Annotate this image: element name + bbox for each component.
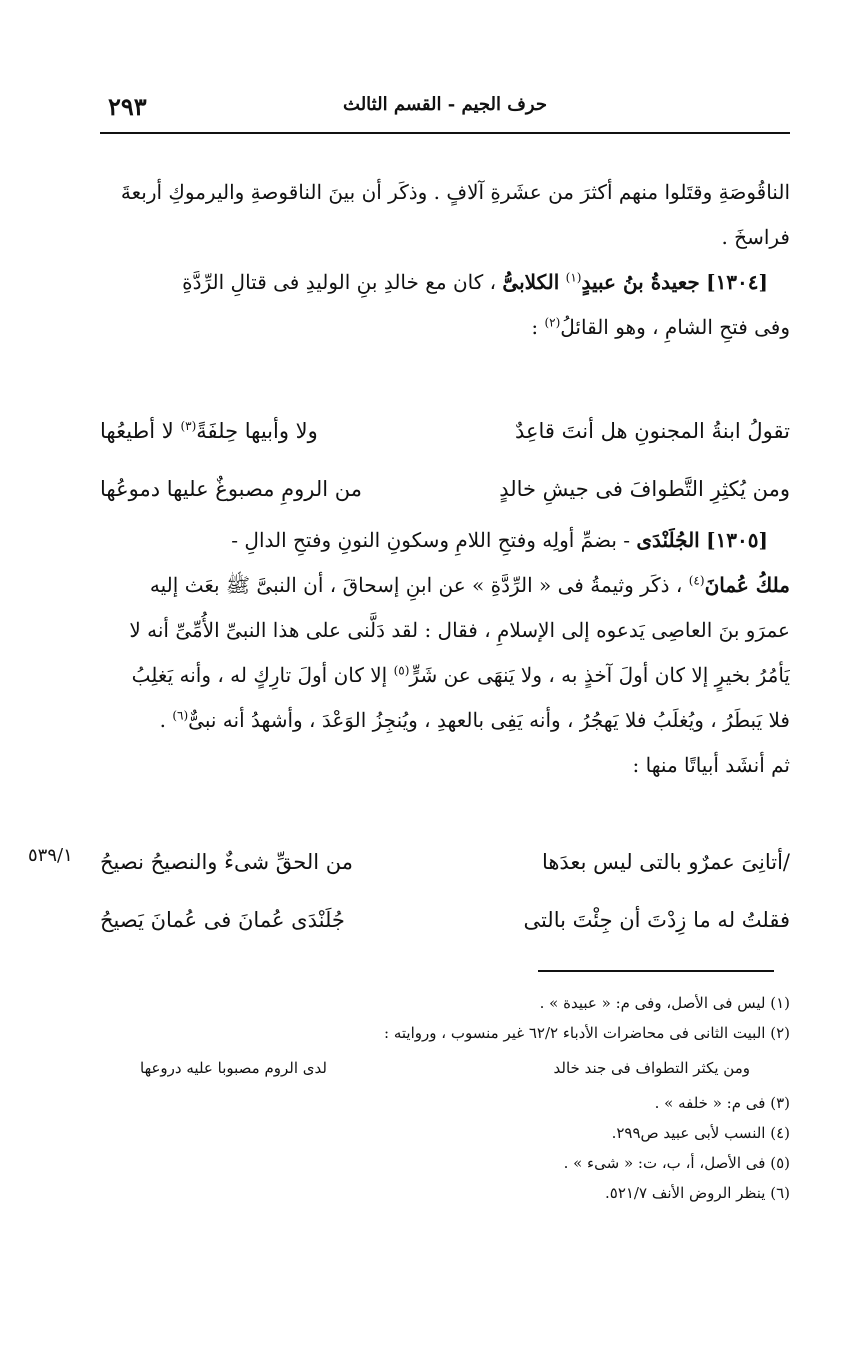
footnote-verse-first: ومن يكثر التطواف فى جند خالد bbox=[553, 1059, 750, 1077]
paragraph-line: عمرَو بنَ العاصِى يَدعوه إلى الإسلامِ ، فقال : لقد دَلَّنى على هذا النبىِّ الأُمِّىِّ أنه لا bbox=[129, 618, 790, 642]
paragraph-line bbox=[100, 305, 790, 350]
paragraph-line: فراسخَ . bbox=[721, 225, 790, 249]
verse-first-hemistich: فقلتُ له ما زِدْتَ أن جِئْتَ بالتى bbox=[523, 908, 790, 932]
running-title: حرف الجيم - القسم الثالث bbox=[343, 94, 547, 115]
paragraph-line bbox=[100, 653, 790, 698]
entry-title: ملكُ عُمانَ bbox=[704, 573, 790, 597]
entry-text: ، ذكَر وثيمةُ فى « الرِّدَّةِ » عن ابنِ إسحاقَ ، أن النبىَّ ﷺ بعَث إليه bbox=[149, 573, 683, 597]
footnote-verse-second: لدى الروم مصبوبا عليه دروعها bbox=[140, 1059, 327, 1077]
footnote-ref: (٦) bbox=[172, 708, 189, 723]
footnotes bbox=[100, 988, 790, 1208]
paragraph-line: الناقُوصَةِ وقتَلوا منهم أكثرَ من عشَرةِ آلافٍ . وذكَر أن بينَ الناقوصةِ واليرموكِ أربعةَ bbox=[120, 180, 790, 204]
verse-text: لا أطيعُها bbox=[100, 419, 174, 443]
main-text bbox=[100, 170, 790, 350]
page-number: ٢٩٣ bbox=[108, 92, 147, 121]
footnote-ref: (١) bbox=[565, 270, 582, 285]
paragraph-line bbox=[100, 563, 790, 608]
entry-name: جعيدةُ بنُ عبيدٍ bbox=[581, 270, 700, 294]
footnote: (٥) فى الأصل، أ، ب، ت: « شىء » . bbox=[563, 1154, 790, 1172]
footnote: (٦) ينظر الروض الأنف ٥٢١/٧. bbox=[604, 1184, 790, 1202]
page-header bbox=[100, 88, 790, 134]
entry-1304-heading-line bbox=[100, 260, 790, 305]
entry-1305-heading-line bbox=[100, 518, 790, 563]
footnote: (٢) البيت الثانى فى محاضرات الأدباء ٦٢/٢ غير منسوب ، وروايته : bbox=[384, 1024, 790, 1042]
entry-text: يَأمُرُ بخيرٍ إلا كان أولَ آخذٍ به ، ولا يَنهَى عن شَرٍّ bbox=[409, 663, 790, 687]
verse-first-hemistich: تقولُ ابنةُ المجنونِ هل أنتَ قاعِدٌ bbox=[514, 419, 790, 443]
paragraph-line bbox=[100, 698, 790, 743]
verse-second-hemistich bbox=[100, 402, 431, 460]
footnote-verse bbox=[100, 1048, 790, 1088]
verse-second-hemistich: من الحقِّ شىءٌ والنصيحُ نصيحُ bbox=[100, 850, 353, 874]
entry-text: . bbox=[159, 708, 166, 732]
entry-text: وفى فتحِ الشامِ ، وهو القائلُ bbox=[560, 315, 790, 339]
entry-name: الجُلَنْدَى bbox=[636, 528, 700, 552]
footnote: (١) ليس فى الأصل، وفى م: « عبيدة » . bbox=[539, 994, 790, 1012]
verse-second-hemistich: من الرومِ مصبوغٌ عليها دموعُها bbox=[100, 477, 363, 501]
footnote-ref: (٣) bbox=[180, 419, 197, 433]
entry-nisba: الكلابىُّ bbox=[502, 270, 560, 294]
entry-number: [١٣٠٤] bbox=[706, 270, 768, 294]
footnote: (٣) فى م: « خلفه » . bbox=[654, 1094, 790, 1112]
entry-number: [١٣٠٥] bbox=[706, 528, 768, 552]
footnote-ref: (٤) bbox=[688, 573, 705, 588]
verse-text: ولا وأبيها حِلفَةً bbox=[196, 419, 318, 443]
verse-line bbox=[100, 833, 790, 891]
verse-second-hemistich: جُلَنْدَى عُمانَ فى عُمانَ يَصيحُ bbox=[100, 908, 345, 932]
verse-line bbox=[100, 402, 790, 460]
verse-line bbox=[100, 460, 790, 518]
poem-2 bbox=[100, 833, 790, 949]
entry-text: ، كان مع خالدِ بنِ الوليدِ فى قتالِ الرِّدَّةِ bbox=[182, 270, 497, 294]
main-text-2 bbox=[100, 518, 790, 788]
entry-text: - بضمِّ أولِه وفتحِ اللامِ وسكونِ النونِ وفتحِ الدالِ - bbox=[231, 528, 630, 552]
paragraph-line: ثم أنشَد أبياتًا منها : bbox=[632, 753, 790, 777]
entry-text: فلا يَبطَرُ ، ويُغلَبُ فلا يَهجُرُ ، وأنه يَفِى بالعهدِ ، ويُنجِزُ الوَعْدَ ، وأشهدُ أنه نبىٌّ bbox=[188, 708, 790, 732]
footnote-ref: (٢) bbox=[544, 315, 561, 330]
verse-first-hemistich: ومن يُكثِرِ التَّطوافَ فى جيشِ خالدٍ bbox=[499, 477, 790, 501]
footnote-ref: (٥) bbox=[393, 663, 410, 678]
entry-text: إلا كان أولَ تارِكٍ له ، وأنه يَغلِبُ bbox=[131, 663, 388, 687]
poem-1 bbox=[100, 402, 790, 518]
verse-first-hemistich: /أتانِىَ عمرٌو بالتى ليس بعدَها bbox=[541, 850, 790, 874]
margin-reference: ٥٣٩/١ bbox=[28, 845, 73, 866]
entry-text: : bbox=[531, 315, 539, 339]
footnote-divider bbox=[538, 970, 774, 972]
footnote: (٤) النسب لأبى عبيد ص٢٩٩. bbox=[611, 1124, 790, 1142]
verse-line bbox=[100, 891, 790, 949]
